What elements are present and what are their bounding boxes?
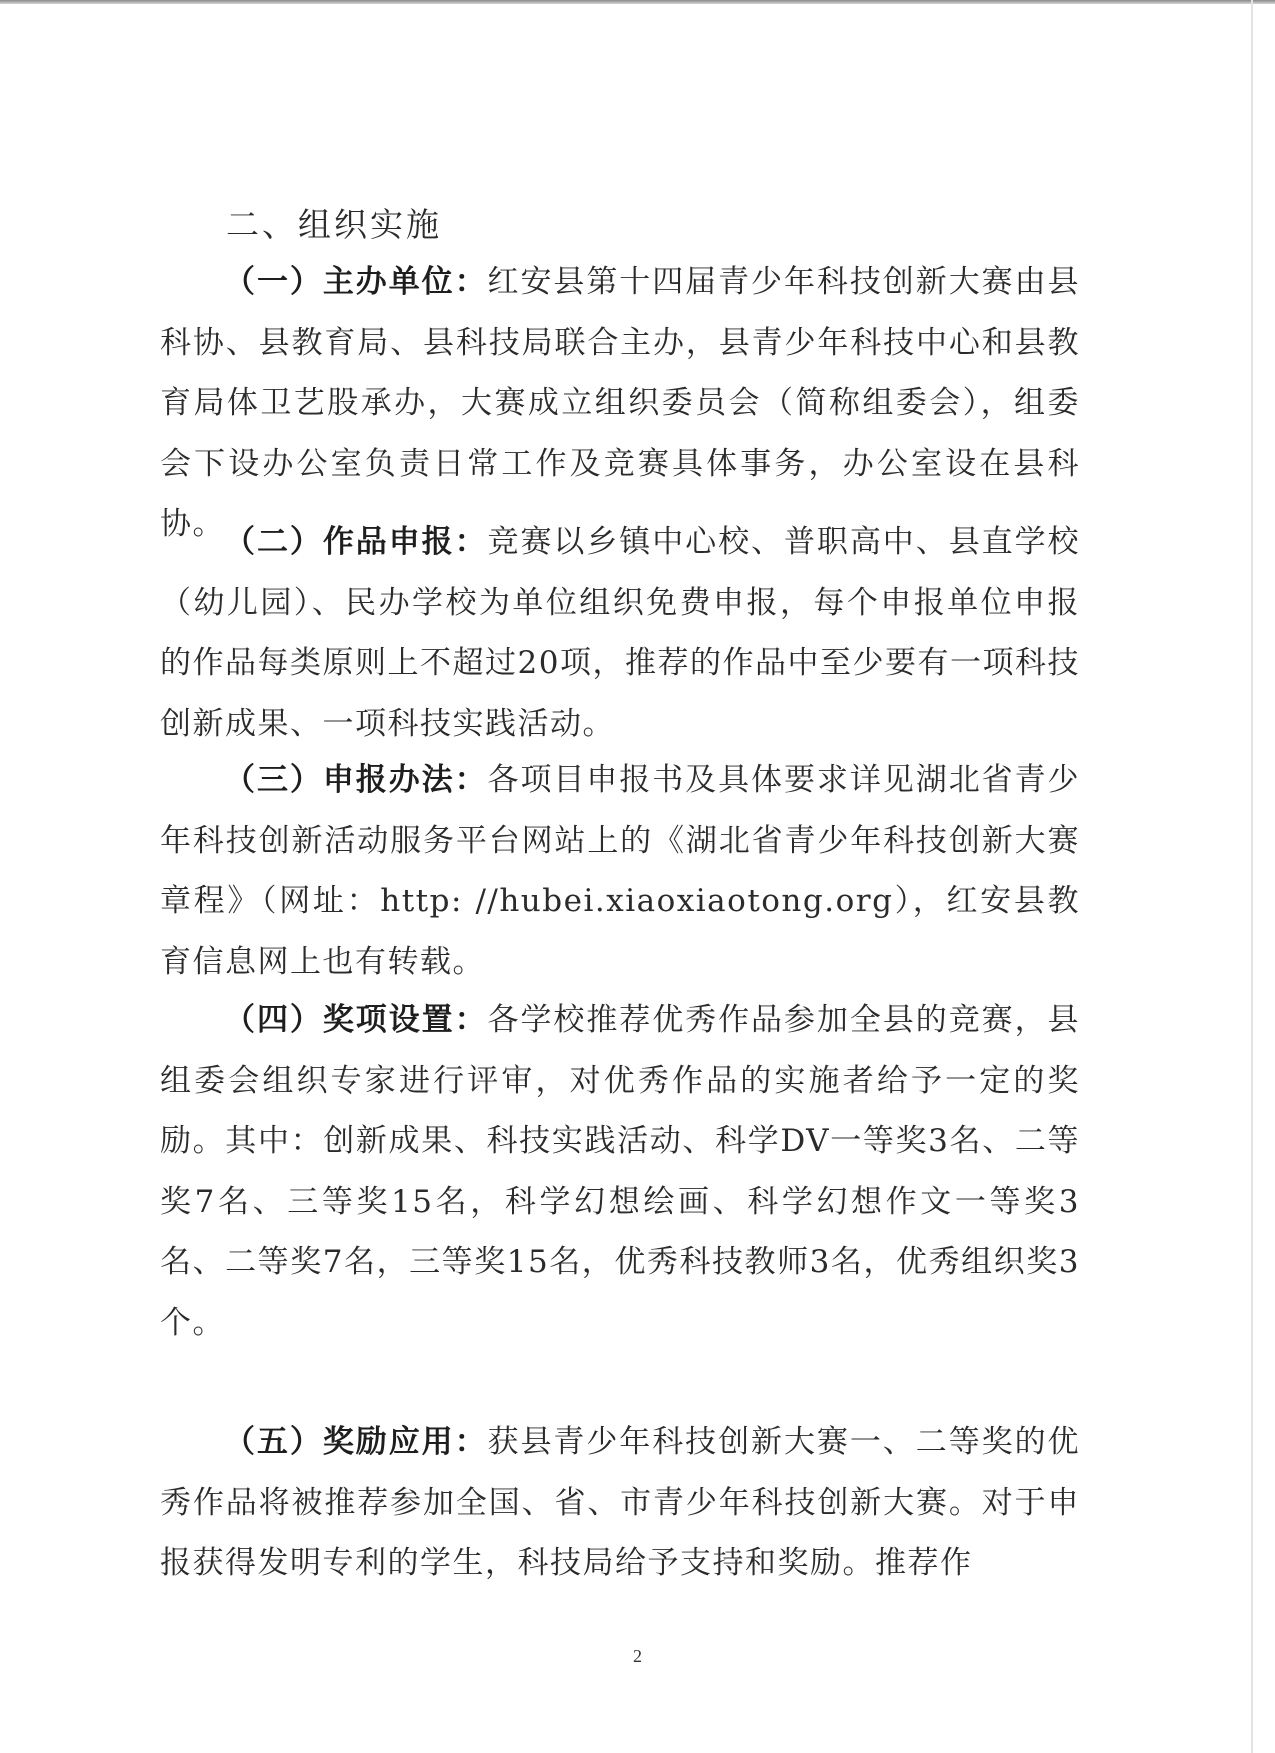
paragraph-label: （四）奖项设置： [224, 1002, 488, 1038]
paragraph-text: 竞赛以乡镇中心校、普职高中、县直学校（幼儿园）、民办学校为单位组织免费申报，每个申报单位申报的作品每类原则上不超过20项，推荐的作品中至少要有一项科技创新成果、一项科技实践活动。 [160, 524, 1081, 742]
paragraph-label: （一）主办单位： [224, 264, 488, 300]
paragraph-label: （五）奖励应用： [224, 1424, 488, 1460]
paragraph-award-application [160, 1412, 1080, 1594]
paragraph-text: 红安县第十四届青少年科技创新大赛由县科协、县教育局、县科技局联合主办，县青少年科技中心和县教育局体卫艺股承办，大赛成立组织委员会（简称组委会），组委会下设办公室负责日常工作及竞赛具体事务，办公室设在县科协。 [160, 264, 1081, 542]
paragraph-text: 各项目申报书及具体要求详见湖北省青少年科技创新活动服务平台网站上的《湖北省青少年科技创新大赛章程》（网址：http: //hubei.xiaoxiaotong.org），红安县教育信息网上也有转载。 [160, 762, 1081, 980]
paragraph-label: （三）申报办法： [224, 762, 488, 798]
paragraph-label: （二）作品申报： [224, 524, 488, 560]
page-number: 2 [633, 1646, 642, 1666]
paragraph-submission [160, 512, 1080, 754]
paragraph-organizer [160, 252, 1080, 555]
section-heading: 二、组织实施 [226, 205, 442, 244]
scan-edge-right [1251, 0, 1253, 1753]
scan-edge-top [0, 0, 1275, 4]
paragraph-application-method [160, 750, 1080, 992]
paragraph-awards [160, 990, 1080, 1353]
paragraph-text: 各学校推荐优秀作品参加全县的竞赛，县组委会组织专家进行评审，对优秀作品的实施者给予一定的奖励。其中：创新成果、科技实践活动、科学DV一等奖3名、二等奖7名、三等奖15名，科学幻想绘画、科学幻想作文一等奖3名、二等奖7名，三等奖15名，优秀科技教师3名，优秀组织奖3个。 [160, 1002, 1081, 1341]
paragraph-text: 获县青少年科技创新大赛一、二等奖的优秀作品将被推荐参加全国、省、市青少年科技创新大赛。对于申报获得发明专利的学生，科技局给予支持和奖励。推荐作 [160, 1424, 1081, 1581]
